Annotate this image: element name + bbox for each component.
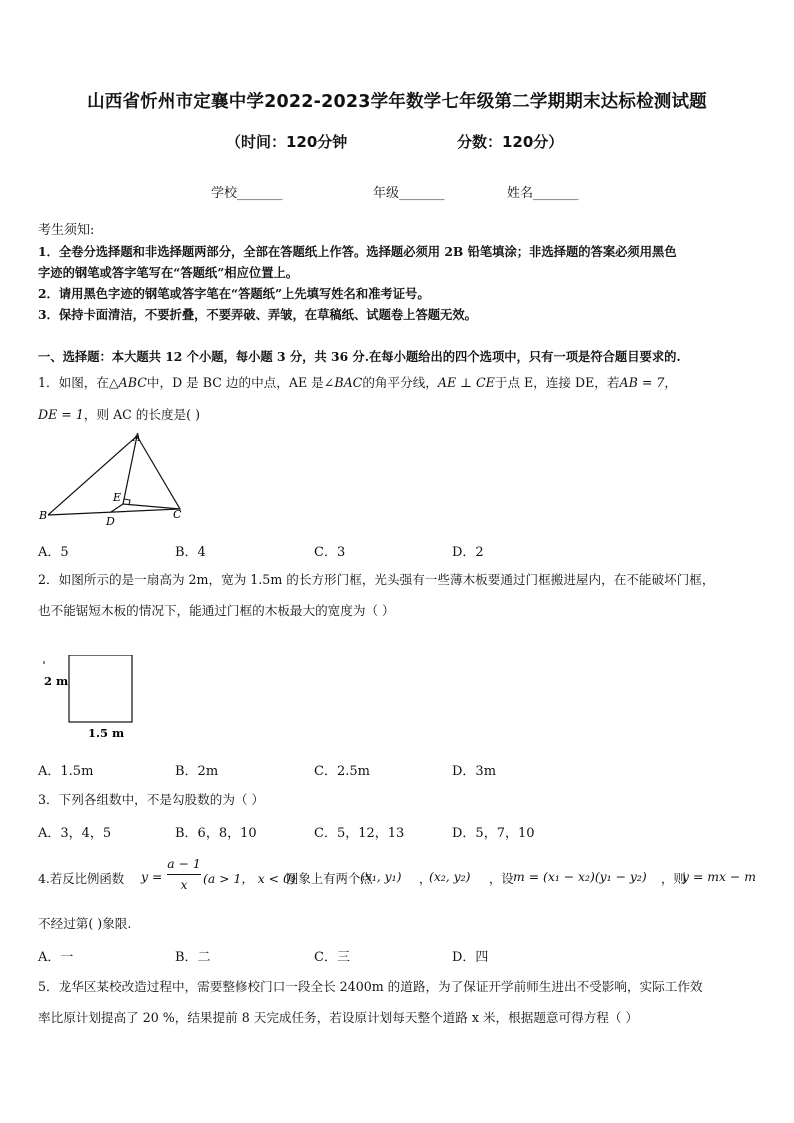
q1-text: 中，D 是 BC 边的中点，AE 是 (146, 375, 324, 390)
fraction-bar (167, 874, 201, 875)
exam-score: 分数：120分） (457, 133, 564, 151)
segment-ec (123, 504, 180, 509)
q4-function: y = mx − m (682, 869, 757, 884)
door-frame-rect (69, 655, 132, 722)
q4-text: 图象上有两个点 (286, 871, 373, 886)
q1-text: 于点 E，连接 DE，若 (494, 375, 620, 390)
question-4-stem (38, 856, 758, 896)
height-label: 2 m (44, 674, 69, 688)
q4-option-d: D．四 (452, 950, 489, 965)
question-3-stem: 3．下列各组数中，不是勾股数的为（ ） (38, 792, 265, 807)
q4-condition: (a > 1， x < 0) (203, 871, 296, 886)
q1-triangle-figure (36, 430, 196, 530)
q1-ab: AB = 7 (619, 375, 665, 390)
label-c: C (173, 508, 182, 521)
q1-option-c: C．3 (314, 545, 346, 560)
question-1-stem (38, 374, 677, 392)
q4-option-c: C．三 (314, 950, 350, 965)
q4-m-def: m = (x₁ − x₂)(y₁ − y₂) (513, 869, 647, 884)
q1-text: ， (664, 375, 678, 390)
q1-de: DE = 1 (38, 407, 84, 422)
q3-option-c: C．5，12，13 (314, 826, 405, 841)
label-e: E (113, 491, 122, 504)
page-title: 山西省忻州市定襄中学2022-2023学年数学七年级第二学期期末达标检测试题 (87, 92, 707, 112)
q1-text: ，则 AC 的长度是( ) (83, 407, 201, 422)
school-field: 学校_______ (211, 186, 283, 201)
notice-item: 字迹的钢笔或答字笔写在“答题纸”相应位置上。 (38, 265, 299, 280)
q1-perp: AE ⊥ CE (437, 375, 495, 390)
label-d: D (106, 515, 115, 528)
q1-option-b: B．4 (175, 545, 206, 560)
question-5-line2: 率比原计划提高了 20 %，结果提前 8 天完成任务，若设原计划每天整个道路 x 米，根据题意可得方程（ ） (38, 1010, 639, 1025)
question-1-stem-line2 (38, 406, 200, 424)
notice-item: 2．请用黑色字迹的钢笔或答字笔在“答题纸”上先填写姓名和准考证号。 (38, 286, 430, 301)
q3-option-a: A．3，4，5 (38, 826, 112, 841)
label-b: B (39, 509, 48, 522)
q1-option-d: D．2 (452, 545, 484, 560)
q4-point1: (x₁, y₁) (360, 869, 402, 884)
question-2-line1: 2．如图所示的是一扇高为 2m，宽为 1.5m 的长方形门框，光头强有一些薄木板要通过门框搬进屋内，在不能破坏门框， (38, 572, 715, 587)
width-label: 1.5 m (88, 726, 125, 740)
section-heading: 一、选择题：本大题共 12 个小题，每小题 3 分，共 36 分.在每小题给出的四个选项中，只有一项是符合题目要求的. (38, 349, 681, 364)
q4-point2: (x₂, y₂) (429, 869, 471, 884)
question-5-line1: 5．龙华区某校改造过程中，需要整修校门口一段全长 2400m 的道路，为了保证开学前师生进出不受影响，实际工作效 (38, 979, 703, 994)
q3-option-b: B．6，8，10 (175, 826, 257, 841)
exam-time: （时间：120分钟 (226, 133, 348, 151)
q4-text: ，设 (489, 871, 514, 886)
q4-text: ， (419, 871, 432, 886)
q2-door-figure (36, 655, 146, 745)
q3-option-d: D．5，7，10 (452, 826, 535, 841)
q1-triangle: △ABC (108, 375, 147, 390)
notice-item: 3．保持卡面清洁，不要折叠，不要弄破、弄皱，在草稿纸、试题卷上答题无效。 (38, 307, 477, 322)
q1-angle: ∠BAC (323, 375, 363, 390)
q4-y: y = (141, 869, 163, 884)
notice-item: 1．全卷分选择题和非选择题两部分，全部在答题纸上作答。选择题必须用 2B 铅笔填涂；非选择题的答案必须用黑色 (38, 244, 677, 259)
segment-de (111, 504, 123, 512)
q4-option-a: A．一 (38, 950, 74, 965)
question-2-line2: 也不能锯短木板的情况下，能通过门框的木板最大的宽度为（ ） (38, 603, 395, 618)
q2-option-d: D．3m (452, 764, 497, 779)
q4-numerator: a − 1 (167, 856, 201, 871)
notice-heading: 考生须知: (38, 223, 95, 238)
q2-option-b: B．2m (175, 764, 219, 779)
q4-denominator: x (180, 877, 188, 892)
q1-text: 1．如图，在 (38, 375, 109, 390)
question-4-line2: 不经过第( )象限. (38, 916, 132, 931)
label-a: A (133, 431, 141, 444)
q2-option-a: A．1.5m (38, 764, 94, 779)
q4-text: 4.若反比例函数 (38, 871, 125, 886)
q4-text: ，则 (661, 871, 686, 886)
q2-option-c: C．2.5m (314, 764, 370, 779)
q1-text: 的角平分线， (362, 375, 438, 390)
name-field: 姓名_______ (507, 186, 579, 201)
grade-field: 年级_______ (373, 186, 445, 201)
q4-option-b: B．二 (175, 950, 211, 965)
q1-option-a: A．5 (38, 545, 69, 560)
